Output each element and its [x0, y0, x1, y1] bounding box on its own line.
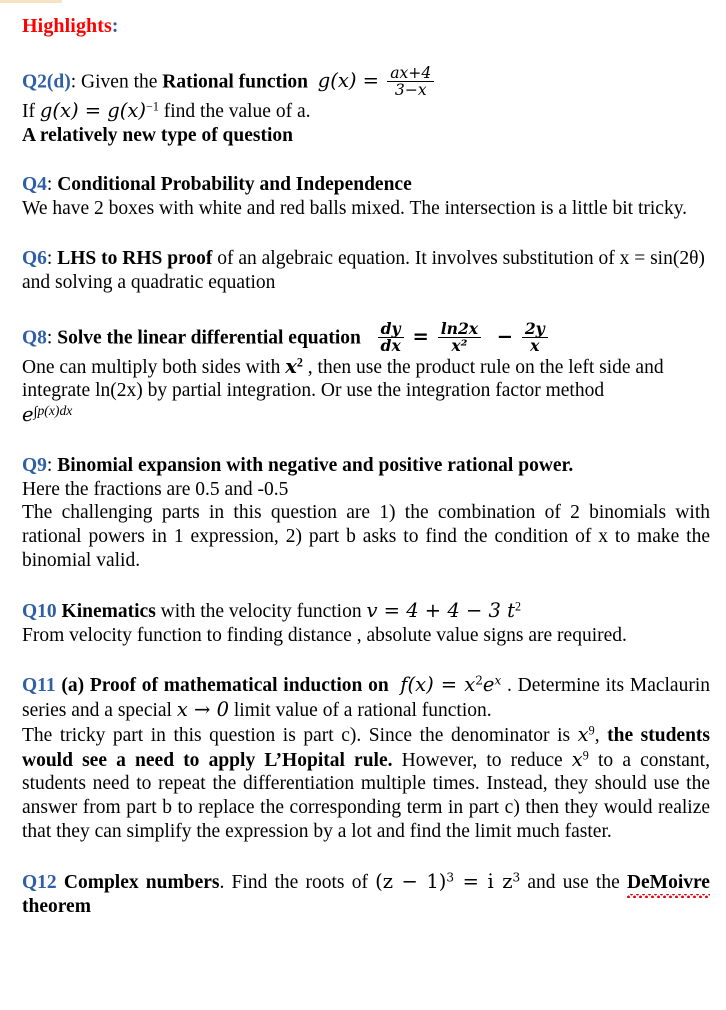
q6-label: Q6: [22, 247, 47, 269]
q8-body: [22, 355, 710, 404]
q12-label: Q12: [22, 871, 57, 893]
q12-formula-z: z: [493, 869, 513, 893]
q8-factor-px: p(x)dx: [37, 403, 73, 419]
q12-after-title: . Find the roots of: [219, 871, 376, 893]
q12-formula-z-exponent: 3: [512, 870, 521, 885]
spacer: [22, 647, 710, 673]
q9-line2: Here the fractions are 0.5 and -0.5: [22, 478, 289, 500]
q11-bold-title: (a) Proof of mathematical induction on: [55, 675, 389, 697]
q8-body-x: x: [285, 354, 297, 378]
q8-body-part3: by partial integration. Or use the integration factor method: [142, 380, 605, 402]
q2d-label-suffix: :: [70, 71, 77, 93]
entry-q11: [22, 673, 710, 843]
q11-para-x9-exponent: 9: [588, 723, 595, 738]
spacer: [22, 147, 710, 173]
q12-formula-equals: =: [454, 869, 488, 893]
page-title-colon: :: [111, 16, 119, 37]
q11-para-x9b: x: [571, 747, 583, 771]
q9-label: Q9: [22, 454, 47, 476]
q8-equation: [376, 318, 550, 356]
q11-formula-exp1: 2: [475, 674, 483, 689]
q2d-formula-lhs: g(x) =: [317, 69, 379, 93]
q2d-line2: [22, 99, 710, 124]
q9-bold-title: Binomial expansion with negative and positive rational power.: [52, 454, 574, 476]
q11-para-x9b-exponent: 9: [582, 748, 589, 763]
q12-formula-lhs-exponent: 3: [446, 870, 455, 885]
q6-body: of an algebraic equation. It involves substitution of x = sin(2θ) and solving a quadratic equation: [22, 247, 705, 293]
q8-dydx-denominator: dx: [378, 337, 404, 355]
q8-dydx-numerator: dy: [380, 318, 401, 338]
spacer: [22, 844, 710, 870]
q8-body-part2: , then use the product rule on the left side and integrate: [22, 356, 664, 402]
q8-label: Q8: [22, 326, 47, 348]
entry-q6: [22, 247, 710, 295]
q2d-label: Q2(d): [22, 71, 71, 93]
q10-formula-exponent: 2: [514, 599, 521, 614]
q8-dydx: [378, 318, 404, 356]
q8-factor-e: e: [22, 403, 34, 427]
q12-formula-lhs: (z − 1): [375, 869, 447, 893]
q8-title: [22, 318, 710, 356]
page-title: [22, 14, 710, 39]
q8-term1-numerator: ln2x: [440, 318, 479, 338]
entry-q10: [22, 599, 710, 648]
q9-line3: The challenging parts in this question are 1) the combination of 2 binomials with rational powers in 1 expression, 2) part b asks to find the condition of x to make the binomial valid.: [22, 502, 710, 571]
q11-formula-f: f(x) = x: [400, 673, 476, 697]
q12-paragraph: [22, 870, 710, 919]
q11-para-part4: to a constant, students need to repeat the differentiation multiple times. Instead, they should use the answer from part b to replace the corresponding term in part c) then they would realize that they can simplify the expression by a lot and find the limit much faster.: [22, 749, 710, 843]
q10-mid: with the velocity function: [155, 600, 367, 622]
q11-after-formula: . Determine its Maclaurin series and a special: [22, 675, 710, 722]
integral-icon: ∫: [33, 404, 38, 421]
q2d-line3: A relatively new type of question: [22, 124, 294, 146]
page-title-text: Highlights: [22, 15, 112, 37]
q4-label-suffix: :: [46, 174, 53, 196]
q8-bold-title: Solve the linear differential equation: [52, 326, 361, 348]
q11-formula-exp2: x: [494, 674, 502, 689]
q10-title: [22, 599, 710, 624]
entry-q2d: [22, 65, 710, 148]
q8-equals: =: [412, 324, 429, 348]
q9-title: [22, 454, 710, 478]
q8-minus: −: [496, 324, 514, 348]
q8-body-x-exponent: 2: [296, 355, 303, 370]
q11-formula-e: e: [482, 673, 495, 697]
q11-para-part3: However, to reduce: [392, 749, 572, 771]
q11-para-part2: ,: [594, 724, 608, 746]
q8-term2-numerator: 2y: [524, 318, 545, 338]
q2d-formula: [317, 63, 437, 100]
q4-bold-title: Conditional Probability and Independence: [52, 174, 412, 196]
entry-q12: [22, 870, 710, 919]
q2d-line2-pre: If: [22, 100, 40, 122]
spacer: [22, 39, 710, 65]
q8-term2: [522, 318, 548, 356]
q10-formula: v = 4 + 4 − 3 t: [366, 598, 515, 622]
q8-body-part1: One can multiply both sides with: [22, 356, 286, 378]
q11-formula: [400, 673, 501, 696]
q11-para-bold: the students would see a need to apply L’Hopital rule.: [22, 724, 710, 771]
q11-limit-math: x → 0: [176, 698, 229, 722]
q11-title: [22, 673, 710, 723]
q8-label-suffix: :: [46, 326, 53, 348]
q6-bold-title: LHS to RHS proof: [52, 247, 213, 269]
q12-formula-i: i: [487, 869, 494, 893]
q4-body: We have 2 boxes with white and red balls mixed. The intersection is a little bit tricky.: [22, 198, 688, 220]
q2d-fraction-numerator: ax+4: [390, 63, 432, 82]
q8-term2-denominator: x: [522, 337, 548, 355]
q11-paragraph: [22, 723, 710, 844]
q12-misspelled-word: DeMoivre: [626, 871, 710, 893]
q8-body-ln: ln(2x): [95, 380, 143, 402]
entry-q8: [22, 318, 710, 428]
q2d-fraction: [387, 65, 434, 99]
q4-label: Q4: [22, 174, 47, 196]
q6-label-suffix: :: [46, 247, 53, 269]
q12-after-formula: and use the: [520, 871, 627, 893]
q10-bold-title: Kinematics: [56, 600, 156, 622]
q12-final-word: theorem: [22, 895, 91, 917]
q2d-fraction-denominator: 3−x: [387, 81, 434, 99]
q2d-line1: [22, 65, 710, 99]
q9-label-suffix: :: [46, 454, 53, 476]
q8-factor-exponent: [33, 403, 73, 421]
spacer: [22, 295, 710, 321]
q11-para-part1: The tricky part in this question is part c). Since the denominator is: [22, 724, 578, 746]
spacer: [22, 573, 710, 599]
entry-q4: [22, 173, 710, 221]
q10-label: Q10: [22, 600, 57, 622]
q8-integrating-factor: [22, 403, 710, 428]
spacer: [22, 428, 710, 454]
q12-bold-title: Complex numbers: [56, 871, 220, 893]
q2d-line2-math: g(x) = g(x): [39, 98, 147, 122]
q10-line2: From velocity function to finding distance , absolute value signs are required.: [22, 624, 627, 646]
q12-formula: [375, 870, 520, 893]
q8-term1: [438, 318, 481, 356]
q2d-lead: Given the: [76, 71, 163, 93]
q11-after-limit: limit value of a rational function.: [229, 700, 492, 722]
q2d-line2-exponent: −1: [146, 99, 159, 114]
q2d-line2-post: find the value of a.: [158, 100, 311, 122]
entry-q9: [22, 454, 710, 573]
q2d-bold: Rational function: [162, 71, 309, 93]
q8-term1-denominator: x²: [438, 337, 481, 355]
q6-title: [22, 247, 710, 295]
q4-title: [22, 173, 710, 197]
spacer: [22, 221, 710, 247]
q11-label: Q11: [22, 675, 56, 697]
q11-para-x9: x: [577, 722, 589, 746]
